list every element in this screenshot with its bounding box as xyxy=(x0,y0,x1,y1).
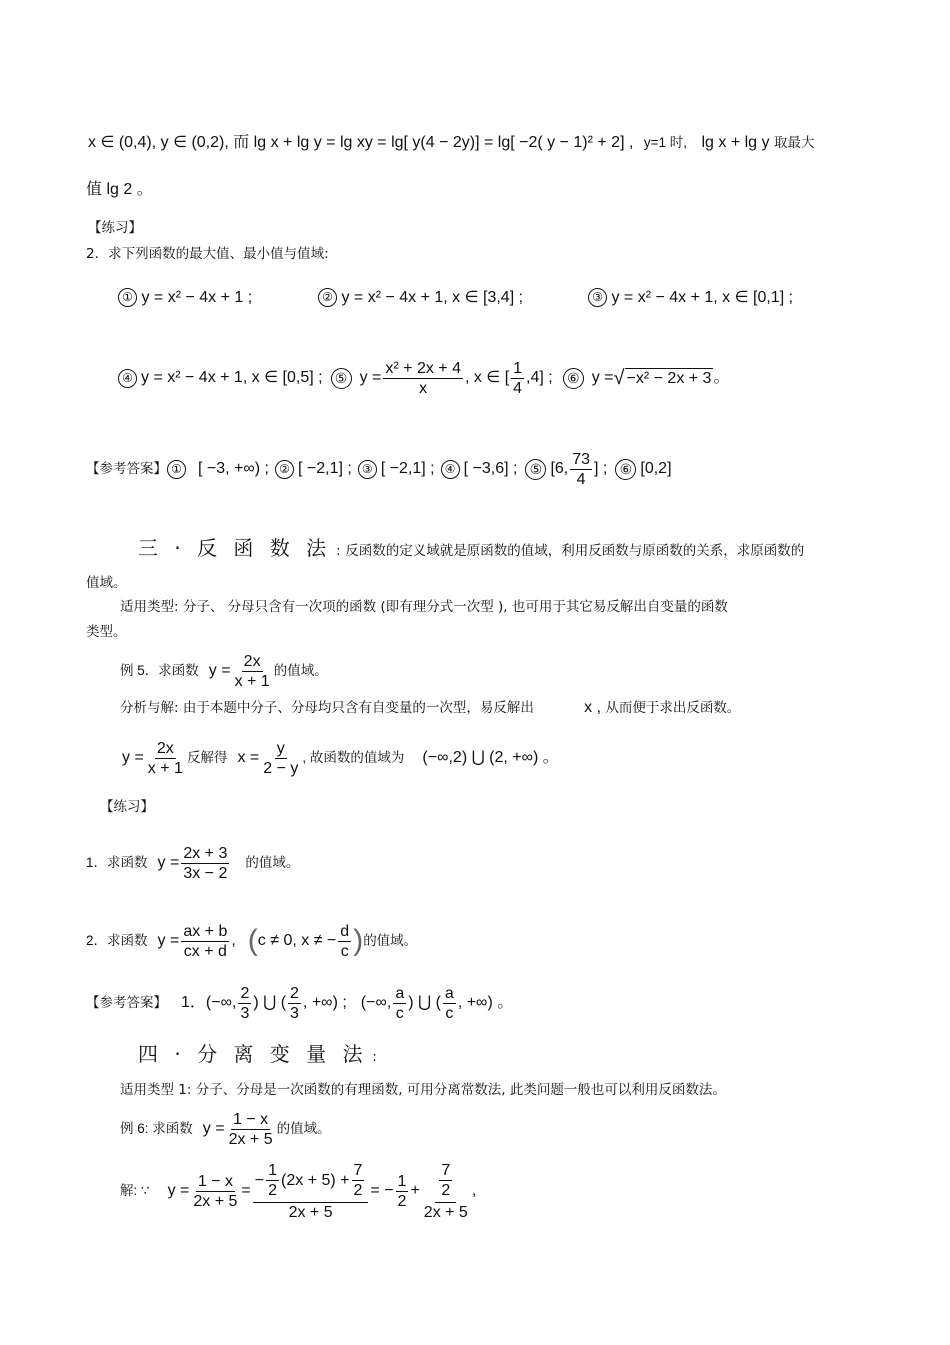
function-3 xyxy=(588,288,793,308)
solution-6-half-numerator: 1 xyxy=(397,1172,407,1190)
answer-4: [ −3,6] ; xyxy=(463,460,518,477)
answer-block-1 xyxy=(86,444,672,494)
function-6-end: 。 xyxy=(713,369,730,386)
circled-number-4: ④ xyxy=(118,369,137,388)
last-fraction-denominator: 2x + 5 xyxy=(423,1203,468,1221)
answer-circled-6: ⑥ xyxy=(615,459,636,480)
answer-2: [ −2,1] ; xyxy=(298,460,352,477)
function-5-fraction xyxy=(383,359,463,398)
example-5-label: 例 5．求函数 xyxy=(120,663,199,678)
function-2 xyxy=(318,288,523,308)
practice-2-condition: c ≠ 0, x ≠ − xyxy=(257,932,337,949)
solution-tail: , 故函数的值域为 xyxy=(302,750,405,765)
solution-6-compound-fraction xyxy=(253,1161,369,1222)
section-4-title: 四 · 分 离 变 量 法 xyxy=(138,1042,368,1066)
inverse-denominator: 2 − y xyxy=(263,759,299,777)
range-1-fraction-b xyxy=(288,984,301,1023)
practice-item-1 xyxy=(86,840,299,886)
function-5-domain: , x ∈ [ xyxy=(464,369,510,386)
example-6-label: 例 6: 求函数 xyxy=(120,1121,193,1136)
half-fraction xyxy=(266,1161,279,1200)
range-2-denominator-a: c xyxy=(395,1004,404,1022)
section-3-title: 三 · 反 函 数 法 xyxy=(138,536,332,560)
answer-6: [0,2] xyxy=(640,460,672,477)
example-6-denominator: 2x + 5 xyxy=(228,1130,273,1148)
range-2-denominator-b: c xyxy=(445,1004,454,1022)
range-1-start: (−∞, xyxy=(205,994,237,1011)
answer-2-label: 【参考答案】 xyxy=(86,995,167,1010)
seven-halves-numerator: 7 xyxy=(353,1161,363,1179)
solution-lhs: y = xyxy=(122,749,144,766)
function-5-lhs: y = xyxy=(359,369,382,386)
example-5-denominator: x + 1 xyxy=(234,672,270,690)
solution-6-half xyxy=(396,1172,409,1211)
function-1-expr: y = x² − 4x + 1 ; xyxy=(141,289,253,306)
circled-number-6: ⑥ xyxy=(563,368,584,389)
inverse-lhs: x = xyxy=(237,749,260,766)
inverse-fraction xyxy=(261,739,300,778)
practice-1-label: 1．求函数 xyxy=(86,855,148,870)
solution-6 xyxy=(120,1156,476,1226)
section-3-type-line-1: 适用类型: 分子、 分母只含有一次项的函数 (即有理分式一次型 ), 也可用于其它易反解出自变量的函数 xyxy=(120,599,728,615)
condition-numerator: d xyxy=(340,922,350,940)
seven-halves-denominator: 2 xyxy=(353,1181,363,1199)
max-expression: lg x + lg y xyxy=(701,134,770,151)
compound-minus: − xyxy=(254,1171,265,1189)
domain-fraction-numerator: 1 xyxy=(513,359,523,377)
answer-circled-1: ① xyxy=(167,460,186,479)
practice-heading-2: 【练习】 xyxy=(100,799,154,815)
functions-row-2 xyxy=(118,352,729,404)
section-3-description: 反函数的定义域就是原函数的值域，利用反函数与原函数的关系，求原函数的 xyxy=(345,543,805,559)
function-5-end: ,4] ; xyxy=(526,369,553,386)
solution-range: (−∞,2) ⋃ (2, +∞) 。 xyxy=(422,749,559,766)
seven-halves-2-numerator: 7 xyxy=(441,1161,451,1179)
example-6 xyxy=(120,1106,331,1152)
answer-block-2 xyxy=(86,980,513,1026)
solution-6-lhs: y = xyxy=(167,1182,190,1199)
function-1 xyxy=(118,288,252,308)
range-2-start: (−∞, xyxy=(360,994,392,1011)
answer-5-denominator: 4 xyxy=(576,470,586,488)
practice-1-numerator: 2x + 3 xyxy=(183,844,228,862)
example-5-analysis xyxy=(120,698,740,718)
condition-fraction xyxy=(338,922,351,961)
example-6-lhs: y = xyxy=(202,1120,225,1137)
range-1-numerator-a: 2 xyxy=(240,984,250,1002)
last-fraction-numerator xyxy=(435,1161,456,1203)
practice-2-lhs: y = xyxy=(157,932,180,949)
solution-numerator: 2x xyxy=(156,739,174,757)
answer-circled-3: ③ xyxy=(358,460,377,479)
answer-5-post: ] ; xyxy=(594,460,608,477)
solution-6-last-fraction xyxy=(422,1161,470,1222)
answer-circled-4: ④ xyxy=(441,460,460,479)
solution-6-fraction-1 xyxy=(191,1172,239,1211)
answer-circled-2: ② xyxy=(275,460,294,479)
solution-6-half-denominator: 2 xyxy=(397,1192,407,1210)
range-2-union: ) ⋃ ( xyxy=(408,994,441,1011)
solution-fraction xyxy=(146,739,185,778)
answer-3: [ −2,1] ; xyxy=(380,460,435,477)
example-6-fraction xyxy=(227,1110,275,1149)
solution-6-end: , xyxy=(471,1182,477,1199)
practice-2-numerator: ax + b xyxy=(183,922,228,940)
range-1-denominator-a: 3 xyxy=(240,1004,250,1022)
section-4-heading xyxy=(138,1040,377,1071)
range-2-numerator-b: a xyxy=(444,984,454,1002)
function-2-expr: y = x² − 4x + 1, x ∈ [3,4] ; xyxy=(341,289,524,306)
range-2-end: , +∞) 。 xyxy=(457,994,514,1011)
answer-1: [ −3, +∞) ; xyxy=(198,460,269,477)
analysis-variable: x , xyxy=(584,699,602,716)
seven-halves-fraction-2 xyxy=(439,1161,452,1200)
circled-number-2: ② xyxy=(318,288,337,307)
circled-number-3: ③ xyxy=(588,288,607,307)
half-denominator: 2 xyxy=(268,1181,278,1199)
practice-1-lhs: y = xyxy=(157,854,180,871)
practice-item-2 xyxy=(86,918,417,964)
range-2-numerator-a: a xyxy=(395,984,405,1002)
range-2-fraction-a xyxy=(393,984,406,1023)
function-6-lhs: y = xyxy=(591,369,614,386)
circled-number-1: ① xyxy=(118,288,137,307)
practice-2-comma: , xyxy=(231,932,236,949)
solution-6-fraction-1-denominator: 2x + 5 xyxy=(193,1192,238,1210)
range-1-denominator-b: 3 xyxy=(290,1004,299,1022)
analysis-tail: 从而便于求出反函数。 xyxy=(605,700,741,716)
function-6-radicand: −x² − 2x + 3 xyxy=(626,369,712,387)
sqrt-icon: √ xyxy=(613,367,625,389)
half-numerator: 1 xyxy=(268,1161,278,1179)
practice-1-denominator: 3x − 2 xyxy=(183,864,228,882)
practice-1-tail: 的值域。 xyxy=(245,855,300,870)
compound-numerator xyxy=(253,1161,369,1203)
example-6-numerator: 1 − x xyxy=(233,1110,269,1128)
section-3-description-end: 值域。 xyxy=(86,575,127,591)
left-paren-icon: ( xyxy=(247,924,258,957)
function-4-expr: y = x² − 4x + 1, x ∈ [0,5] ; xyxy=(141,369,323,386)
line-max-value: 值 lg 2 。 xyxy=(86,181,153,198)
example-5-fraction xyxy=(233,652,272,691)
example-5-lhs: y = xyxy=(208,662,231,679)
practice-2-label: 2．求函数 xyxy=(86,933,148,948)
function-5-numerator: x² + 2x + 4 xyxy=(385,359,461,377)
answer-5-fraction xyxy=(570,450,592,489)
answer-circled-5: ⑤ xyxy=(525,459,546,480)
range-2-fraction-b xyxy=(443,984,456,1023)
practice-2-fraction xyxy=(181,922,229,961)
range-1-union: ) ⋃ ( xyxy=(253,994,287,1011)
practice-1-fraction xyxy=(181,844,229,883)
practice-heading: 【练习】 xyxy=(88,220,142,236)
domain-fraction-denominator: 4 xyxy=(513,379,523,397)
section-3-type-line-2: 类型。 xyxy=(86,624,127,640)
line-derivation xyxy=(88,133,814,153)
right-paren-icon: ) xyxy=(353,924,364,957)
example-6-tail: 的值域。 xyxy=(276,1121,331,1136)
range-1-numerator-b: 2 xyxy=(290,984,299,1002)
range-1-end: , +∞) ; xyxy=(302,994,347,1011)
inverse-numerator: y xyxy=(276,739,285,757)
seven-halves-fraction xyxy=(352,1161,365,1200)
function-5-denominator: x xyxy=(419,379,428,397)
example-5-tail: 的值域。 xyxy=(273,663,328,678)
solution-6-plus: + xyxy=(410,1182,420,1199)
section-4-colon: : xyxy=(372,1049,377,1065)
solution-mid-text: 反解得 xyxy=(186,750,228,765)
example-5 xyxy=(120,648,328,694)
function-3-expr: y = x² − 4x + 1, x ∈ [0,1] ; xyxy=(611,289,794,306)
function-5-domain-fraction xyxy=(511,359,524,398)
max-text: 取最大 xyxy=(773,135,815,150)
solution-6-equals: = xyxy=(241,1182,251,1199)
range-1-fraction-a xyxy=(238,984,251,1023)
condition-denominator: c xyxy=(340,942,349,960)
answer-label: 【参考答案】 xyxy=(86,461,167,476)
example-5-solution xyxy=(122,734,559,782)
solution-6-equals-minus: = − xyxy=(370,1182,394,1199)
answer-5-pre: [6, xyxy=(550,460,569,477)
practice-2-denominator: cx + d xyxy=(183,942,227,960)
answer-5-numerator: 73 xyxy=(572,450,591,468)
section-3-heading xyxy=(138,534,804,565)
answer-2-number: 1． xyxy=(181,994,206,1011)
circled-number-5: ⑤ xyxy=(331,368,352,389)
example-5-numerator: 2x xyxy=(243,652,261,670)
section-4-type: 适用类型 1: 分子、分母是一次函数的有理函数, 可用分离常数法, 此类问题一般也可以利用反函数法。 xyxy=(120,1082,726,1098)
seven-halves-2-denominator: 2 xyxy=(441,1181,451,1199)
compound-denominator: 2x + 5 xyxy=(288,1203,333,1221)
question-2: 2．求下列函数的最大值、最小值与值域: xyxy=(86,246,329,262)
practice-2-tail: 的值域。 xyxy=(363,933,418,948)
derivation-formula: x ∈ (0,4), y ∈ (0,2), 而 lg x + lg y = lg xy = lg[ y(4 − 2y)] = lg[ −2( y − 1)² + 2] , xyxy=(88,134,634,151)
condition-text: y=1 时, xyxy=(643,135,688,150)
compound-middle: (2x + 5) + xyxy=(281,1171,350,1189)
solution-6-label: 解: ∵ xyxy=(120,1183,150,1198)
analysis-text: 分析与解: 由于本题中分子、分母均只含有自变量的一次型，易反解出 xyxy=(120,700,534,716)
solution-6-fraction-1-numerator: 1 − x xyxy=(197,1172,233,1190)
section-3-colon: : xyxy=(335,543,341,559)
solution-denominator: x + 1 xyxy=(147,759,183,777)
